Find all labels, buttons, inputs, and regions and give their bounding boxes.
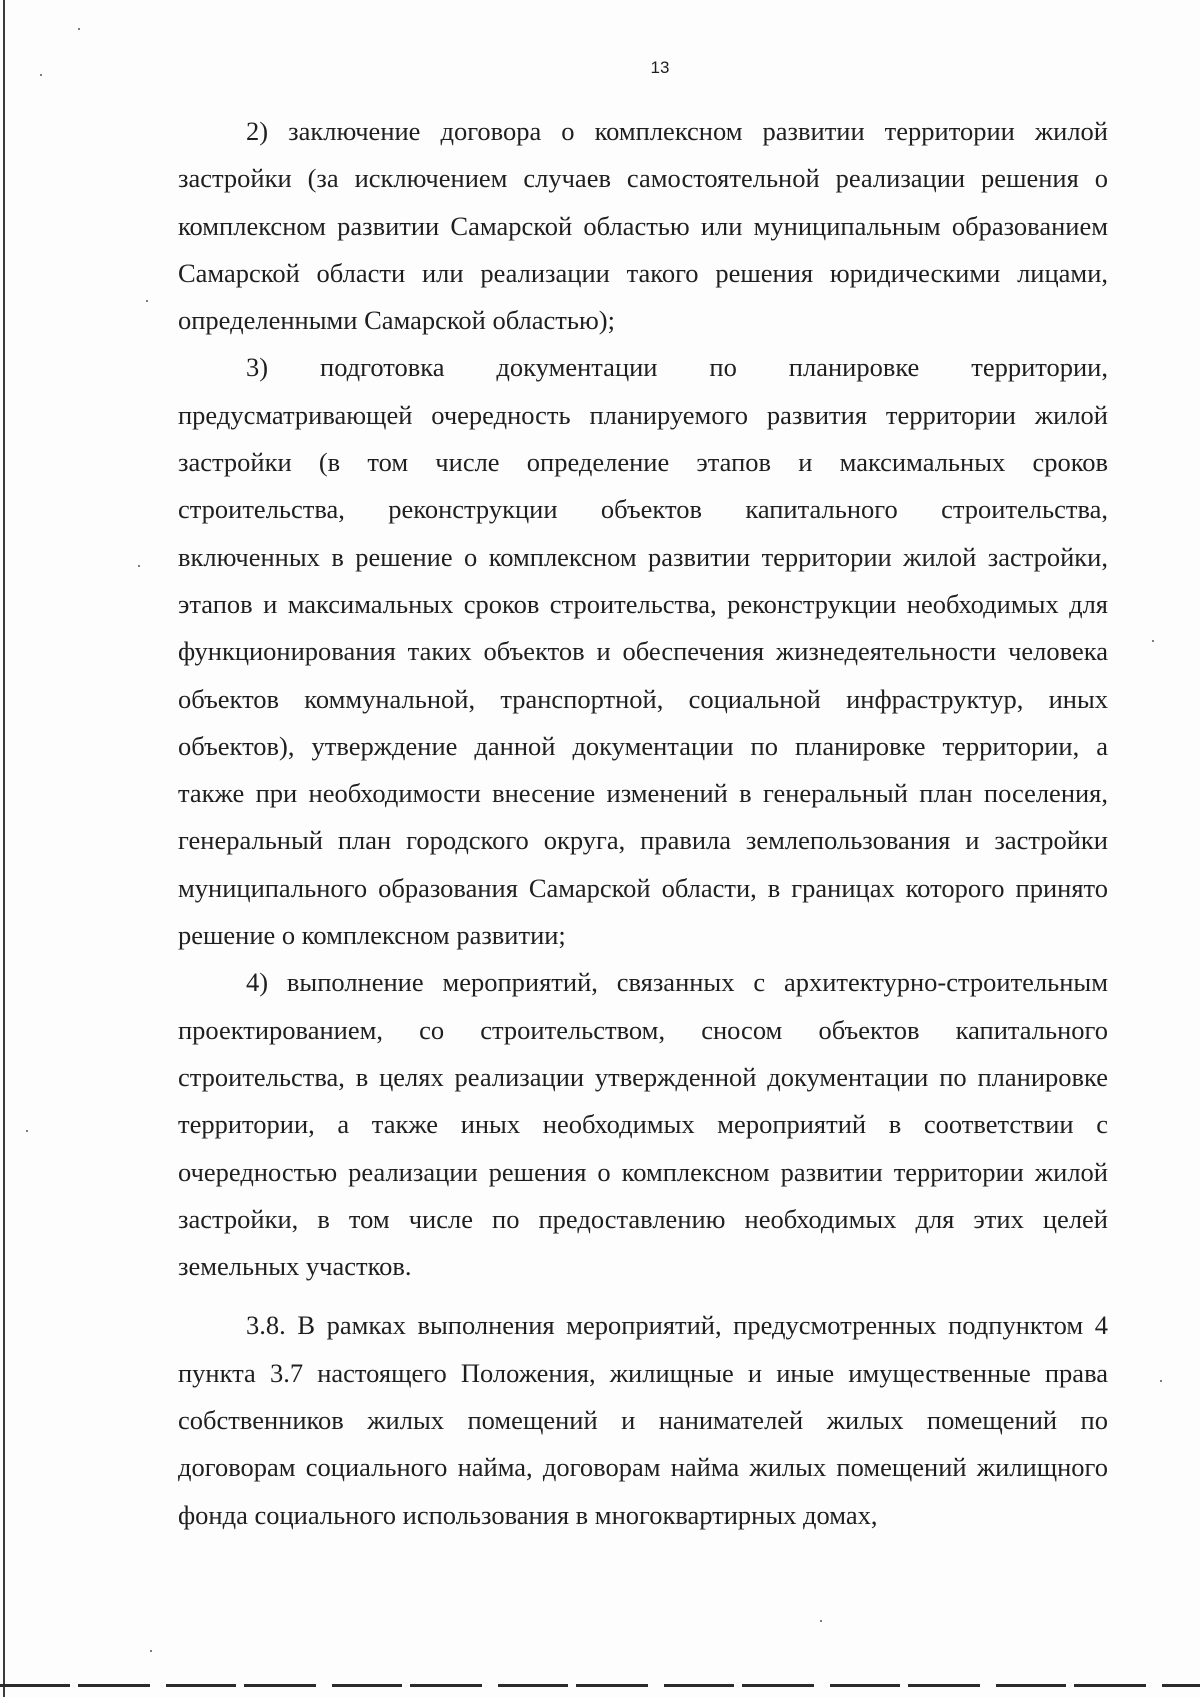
scan-speck — [1160, 1380, 1162, 1382]
paragraph-section-3-8: 3.8. В рамках выполнения мероприятий, предусмотренных подпунктом 4 пункта 3.7 настоящего Положения, жилищные и иные имущественные права собственников жилых помещений и нанимателей жилых помещений по договорам социального найма, договорам найма жилых помещений жилищного фонда социального использования в многоквартирных домах, — [178, 1310, 1108, 1530]
paragraph-item-2: 2) заключение договора о комплексном развитии территории жилой застройки (за исключением случаев самостоятельной реализации решения о комплексном развитии Самарской областью или муниципальным образованием Самарской области или реализации такого решения юридическими лицами, определенными Самарской областью); — [178, 116, 1108, 336]
scan-speck — [146, 300, 148, 302]
scan-speck — [40, 74, 42, 76]
scan-left-edge — [3, 0, 5, 1697]
paragraph-item-3: 3) подготовка документации по планировке территории, предусматривающей очередность планируемого развития территории жилой застройки (в том числе определение этапов и максимальных сроков строительства, реконструкции объектов капитального строительства, включенных в решение о комплексном развитии территории жилой застройки, этапов и максимальных сроков строительства, реконструкции необходимых для функционирования таких объектов и обеспечения жизнедеятельности человека объектов коммунальной, транспортной, социальной инфраструктур, иных объектов), утверждение данной документации по планировке территории, а также при необходимости внесение изменений в генеральный план поселения, генеральный план городского округа, правила землепользования и застройки муниципального образования Самарской области, в границах которого принято решение о комплексном развитии; — [178, 352, 1108, 951]
scan-speck — [820, 1620, 822, 1622]
scan-speck — [78, 28, 80, 30]
page-number: 13 — [650, 58, 670, 77]
scan-speck — [150, 1650, 152, 1652]
scan-speck — [26, 1130, 28, 1132]
document-body — [178, 108, 1108, 1539]
scan-bottom-edge — [0, 1684, 1200, 1687]
scan-speck — [138, 565, 140, 567]
paragraph-item-4: 4) выполнение мероприятий, связанных с архитектурно-строительным проектированием, со строительством, сносом объектов капитального строительства, в целях реализации утвержденной документации по планировке территории, а также иных необходимых мероприятий в соответствии с очередностью реализации решения о комплексном развитии территории жилой застройки, в том числе по предоставлению необходимых для этих целей земельных участков. — [178, 967, 1108, 1282]
scan-speck — [1152, 640, 1154, 642]
